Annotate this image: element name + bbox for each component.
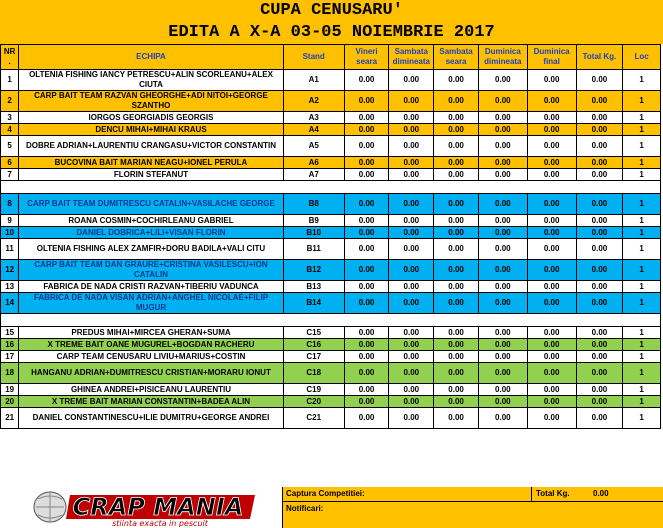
- row-team: HANGANU ADRIAN+DUMITRESCU CRISTIAN+MORARU IONUT: [19, 363, 283, 384]
- separator-cell: [1, 314, 661, 327]
- row-duminica-final: 0.00: [527, 396, 576, 408]
- row-loc: 1: [623, 281, 661, 293]
- row-vineri: 0.00: [344, 112, 389, 124]
- row-stand: C15: [283, 327, 344, 339]
- row-duminica-dimineata: 0.00: [478, 124, 527, 136]
- table-row: [1, 384, 661, 396]
- logo-tagline: stiinta exacta in pescuit: [112, 519, 208, 527]
- row-loc: 1: [623, 112, 661, 124]
- row-vineri: 0.00: [344, 260, 389, 281]
- row-stand: C16: [283, 339, 344, 351]
- row-team: DENCU MIHAI+MIHAI KRAUS: [19, 124, 283, 136]
- table-row: [1, 363, 661, 384]
- row-duminica-dimineata: 0.00: [478, 293, 527, 314]
- row-duminica-dimineata: 0.00: [478, 169, 527, 181]
- row-loc: 1: [623, 215, 661, 227]
- captura-row: [283, 487, 663, 502]
- row-duminica-dimineata: 0.00: [478, 239, 527, 260]
- row-duminica-dimineata: 0.00: [478, 327, 527, 339]
- row-total: 0.00: [576, 281, 623, 293]
- row-duminica-final: 0.00: [527, 157, 576, 169]
- row-stand: A4: [283, 124, 344, 136]
- table-row: [1, 281, 661, 293]
- row-vineri: 0.00: [344, 281, 389, 293]
- row-loc: 1: [623, 91, 661, 112]
- row-total: 0.00: [576, 260, 623, 281]
- row-nr: 2: [1, 91, 19, 112]
- table-row: [1, 112, 661, 124]
- row-team: ROANA COSMIN+COCHIRLEANU GABRIEL: [19, 215, 283, 227]
- row-total: 0.00: [576, 239, 623, 260]
- row-nr: 12: [1, 260, 19, 281]
- captura-label: Captura Competitiei:: [286, 489, 365, 498]
- row-sambata-dimineata: 0.00: [389, 293, 434, 314]
- row-duminica-final: 0.00: [527, 70, 576, 91]
- row-sambata-dimineata: 0.00: [389, 327, 434, 339]
- row-sambata-dimineata: 0.00: [389, 124, 434, 136]
- section-separator: [1, 314, 661, 327]
- row-duminica-final: 0.00: [527, 112, 576, 124]
- row-sambata-seara: 0.00: [434, 327, 479, 339]
- row-stand: A1: [283, 70, 344, 91]
- row-loc: 1: [623, 136, 661, 157]
- row-nr: 11: [1, 239, 19, 260]
- row-nr: 21: [1, 408, 19, 429]
- row-total: 0.00: [576, 136, 623, 157]
- header-echipa: ECHIPA: [19, 45, 283, 70]
- row-total: 0.00: [576, 351, 623, 363]
- row-total: 0.00: [576, 363, 623, 384]
- table-row: [1, 260, 661, 281]
- row-stand: B10: [283, 227, 344, 239]
- header-vineri: Vineri seara: [344, 45, 389, 70]
- row-duminica-dimineata: 0.00: [478, 112, 527, 124]
- header-sambata-seara: Sambata seara: [434, 45, 479, 70]
- table-row: [1, 157, 661, 169]
- row-vineri: 0.00: [344, 339, 389, 351]
- row-team: OLTENIA FISHING ALEX ZAMFIR+DORU BADILA+VALI CITU: [19, 239, 283, 260]
- row-sambata-seara: 0.00: [434, 70, 479, 91]
- row-nr: 8: [1, 194, 19, 215]
- row-sambata-dimineata: 0.00: [389, 260, 434, 281]
- header-total: Total Kg.: [576, 45, 623, 70]
- row-nr: 17: [1, 351, 19, 363]
- row-sambata-dimineata: 0.00: [389, 408, 434, 429]
- row-sambata-seara: 0.00: [434, 339, 479, 351]
- row-loc: 1: [623, 351, 661, 363]
- row-nr: 3: [1, 112, 19, 124]
- row-vineri: 0.00: [344, 227, 389, 239]
- row-sambata-seara: 0.00: [434, 281, 479, 293]
- row-duminica-final: 0.00: [527, 339, 576, 351]
- row-loc: 1: [623, 327, 661, 339]
- row-duminica-final: 0.00: [527, 408, 576, 429]
- row-team: PREDUS MIHAI+MIRCEA GHERAN+SUMA: [19, 327, 283, 339]
- row-sambata-seara: 0.00: [434, 136, 479, 157]
- row-duminica-final: 0.00: [527, 91, 576, 112]
- table-row: [1, 327, 661, 339]
- row-total: 0.00: [576, 227, 623, 239]
- row-stand: B9: [283, 215, 344, 227]
- row-total: 0.00: [576, 396, 623, 408]
- row-duminica-dimineata: 0.00: [478, 91, 527, 112]
- row-loc: 1: [623, 396, 661, 408]
- row-team: GHINEA ANDREI+PISICEANU LAURENTIU: [19, 384, 283, 396]
- row-sambata-dimineata: 0.00: [389, 91, 434, 112]
- row-duminica-dimineata: 0.00: [478, 384, 527, 396]
- row-duminica-final: 0.00: [527, 136, 576, 157]
- header-loc: Loc: [623, 45, 661, 70]
- row-duminica-dimineata: 0.00: [478, 194, 527, 215]
- row-stand: A5: [283, 136, 344, 157]
- edition-subtitle: EDITA A X-A 03-05 NOIEMBRIE 2017: [0, 22, 663, 44]
- table-row: [1, 293, 661, 314]
- row-duminica-dimineata: 0.00: [478, 136, 527, 157]
- row-team: FLORIN STEFANUT: [19, 169, 283, 181]
- row-vineri: 0.00: [344, 408, 389, 429]
- header-row: [1, 45, 661, 70]
- table-row: [1, 408, 661, 429]
- row-stand: B12: [283, 260, 344, 281]
- total-kg-label: Total Kg.: [531, 487, 570, 501]
- row-stand: A6: [283, 157, 344, 169]
- row-team: FABRICA DE NADA VISAN ADRIAN+ANGHEL NICOLAE+FILIP MUGUR: [19, 293, 283, 314]
- row-duminica-dimineata: 0.00: [478, 351, 527, 363]
- table-row: [1, 396, 661, 408]
- row-sambata-seara: 0.00: [434, 293, 479, 314]
- row-duminica-dimineata: 0.00: [478, 227, 527, 239]
- table-row: [1, 351, 661, 363]
- row-duminica-dimineata: 0.00: [478, 396, 527, 408]
- row-team: IORGOS GEORGIADIS GEORGIS: [19, 112, 283, 124]
- row-vineri: 0.00: [344, 351, 389, 363]
- row-duminica-final: 0.00: [527, 227, 576, 239]
- row-vineri: 0.00: [344, 157, 389, 169]
- row-stand: C17: [283, 351, 344, 363]
- row-loc: 1: [623, 239, 661, 260]
- row-stand: B14: [283, 293, 344, 314]
- row-stand: A3: [283, 112, 344, 124]
- header-sambata-dimineata: Sambata dimineata: [389, 45, 434, 70]
- row-total: 0.00: [576, 327, 623, 339]
- row-stand: B8: [283, 194, 344, 215]
- row-stand: C21: [283, 408, 344, 429]
- row-sambata-seara: 0.00: [434, 169, 479, 181]
- row-loc: 1: [623, 227, 661, 239]
- row-sambata-seara: 0.00: [434, 157, 479, 169]
- table-row: [1, 239, 661, 260]
- row-vineri: 0.00: [344, 363, 389, 384]
- row-sambata-seara: 0.00: [434, 239, 479, 260]
- table-row: [1, 70, 661, 91]
- table-row: [1, 194, 661, 215]
- row-duminica-dimineata: 0.00: [478, 70, 527, 91]
- row-duminica-final: 0.00: [527, 384, 576, 396]
- row-nr: 5: [1, 136, 19, 157]
- row-vineri: 0.00: [344, 396, 389, 408]
- row-stand: A2: [283, 91, 344, 112]
- row-team: CARP BAIT TEAM RAZVAN GHEORGHE+ADI NITOI+GEORGE SZANTHO: [19, 91, 283, 112]
- row-sambata-dimineata: 0.00: [389, 227, 434, 239]
- section-separator: [1, 181, 661, 194]
- row-stand: C18: [283, 363, 344, 384]
- row-sambata-seara: 0.00: [434, 194, 479, 215]
- row-sambata-dimineata: 0.00: [389, 384, 434, 396]
- table-row: [1, 136, 661, 157]
- row-duminica-dimineata: 0.00: [478, 339, 527, 351]
- row-total: 0.00: [576, 157, 623, 169]
- row-sambata-seara: 0.00: [434, 124, 479, 136]
- row-sambata-seara: 0.00: [434, 384, 479, 396]
- row-vineri: 0.00: [344, 239, 389, 260]
- row-sambata-dimineata: 0.00: [389, 136, 434, 157]
- footer: [0, 487, 663, 528]
- row-stand: C20: [283, 396, 344, 408]
- header-duminica-dimineata: Duminica dimineata: [478, 45, 527, 70]
- row-loc: 1: [623, 293, 661, 314]
- row-vineri: 0.00: [344, 194, 389, 215]
- row-loc: 1: [623, 339, 661, 351]
- row-sambata-seara: 0.00: [434, 363, 479, 384]
- row-duminica-final: 0.00: [527, 327, 576, 339]
- competition-title: CUPA CENUSARU': [0, 0, 663, 22]
- row-team: FABRICA DE NADA CRISTI RAZVAN+TIBERIU VADUNCA: [19, 281, 283, 293]
- row-sambata-dimineata: 0.00: [389, 194, 434, 215]
- row-duminica-final: 0.00: [527, 351, 576, 363]
- row-duminica-dimineata: 0.00: [478, 408, 527, 429]
- row-sambata-dimineata: 0.00: [389, 363, 434, 384]
- logo-text: CRAP MANIA: [72, 493, 244, 521]
- row-duminica-dimineata: 0.00: [478, 215, 527, 227]
- row-duminica-dimineata: 0.00: [478, 157, 527, 169]
- row-nr: 15: [1, 327, 19, 339]
- row-nr: 16: [1, 339, 19, 351]
- row-loc: 1: [623, 408, 661, 429]
- header-nr: NR .: [1, 45, 19, 70]
- row-sambata-dimineata: 0.00: [389, 281, 434, 293]
- row-nr: 13: [1, 281, 19, 293]
- row-team: CARP BAIT TEAM DAN GRAURE+CRISTINA VASILESCU+ION CATALIN: [19, 260, 283, 281]
- row-team: CARP TEAM CENUSARU LIVIU+MARIUS+COSTIN: [19, 351, 283, 363]
- row-sambata-seara: 0.00: [434, 112, 479, 124]
- row-sambata-seara: 0.00: [434, 396, 479, 408]
- row-stand: B13: [283, 281, 344, 293]
- row-stand: A7: [283, 169, 344, 181]
- row-team: DANIEL DOBRICA+LILI+VISAN FLORIN: [19, 227, 283, 239]
- row-sambata-seara: 0.00: [434, 227, 479, 239]
- row-loc: 1: [623, 363, 661, 384]
- row-loc: 1: [623, 260, 661, 281]
- row-vineri: 0.00: [344, 215, 389, 227]
- header-stand: Stand: [283, 45, 344, 70]
- row-duminica-final: 0.00: [527, 215, 576, 227]
- crap-mania-logo: [0, 487, 283, 528]
- row-duminica-final: 0.00: [527, 194, 576, 215]
- row-duminica-final: 0.00: [527, 260, 576, 281]
- row-sambata-seara: 0.00: [434, 91, 479, 112]
- row-nr: 19: [1, 384, 19, 396]
- row-sambata-seara: 0.00: [434, 260, 479, 281]
- row-total: 0.00: [576, 91, 623, 112]
- table-row: [1, 91, 661, 112]
- row-sambata-dimineata: 0.00: [389, 215, 434, 227]
- row-sambata-dimineata: 0.00: [389, 239, 434, 260]
- row-total: 0.00: [576, 215, 623, 227]
- row-vineri: 0.00: [344, 91, 389, 112]
- notificari-row: [283, 502, 663, 528]
- row-loc: 1: [623, 70, 661, 91]
- row-duminica-final: 0.00: [527, 281, 576, 293]
- row-duminica-final: 0.00: [527, 124, 576, 136]
- row-total: 0.00: [576, 169, 623, 181]
- header-duminica-final: Duminica final: [527, 45, 576, 70]
- row-nr: 6: [1, 157, 19, 169]
- row-duminica-final: 0.00: [527, 169, 576, 181]
- row-stand: C19: [283, 384, 344, 396]
- row-duminica-dimineata: 0.00: [478, 260, 527, 281]
- table-row: [1, 227, 661, 239]
- row-duminica-final: 0.00: [527, 239, 576, 260]
- row-sambata-dimineata: 0.00: [389, 70, 434, 91]
- row-nr: 9: [1, 215, 19, 227]
- row-team: DANIEL CONSTANTINESCU+ILIE DUMITRU+GEORGE ANDREI: [19, 408, 283, 429]
- row-duminica-dimineata: 0.00: [478, 363, 527, 384]
- row-loc: 1: [623, 124, 661, 136]
- row-total: 0.00: [576, 408, 623, 429]
- row-sambata-dimineata: 0.00: [389, 396, 434, 408]
- row-team: DOBRE ADRIAN+LAURENTIU CRANGASU+VICTOR CONSTANTIN: [19, 136, 283, 157]
- row-nr: 7: [1, 169, 19, 181]
- row-duminica-final: 0.00: [527, 293, 576, 314]
- row-total: 0.00: [576, 112, 623, 124]
- row-sambata-dimineata: 0.00: [389, 157, 434, 169]
- row-nr: 10: [1, 227, 19, 239]
- results-table: [0, 44, 661, 429]
- row-vineri: 0.00: [344, 293, 389, 314]
- total-kg-value: 0.00: [593, 489, 609, 498]
- row-vineri: 0.00: [344, 136, 389, 157]
- row-stand: B11: [283, 239, 344, 260]
- row-loc: 1: [623, 157, 661, 169]
- table-row: [1, 339, 661, 351]
- row-vineri: 0.00: [344, 327, 389, 339]
- row-team: OLTENIA FISHING IANCY PETRESCU+ALIN SCORLEANU+ALEX CIUTA: [19, 70, 283, 91]
- row-loc: 1: [623, 194, 661, 215]
- row-sambata-seara: 0.00: [434, 408, 479, 429]
- logo-icon: [30, 489, 260, 527]
- row-loc: 1: [623, 384, 661, 396]
- row-team: X TREME BAIT MARIAN CONSTANTIN+BADEA ALIN: [19, 396, 283, 408]
- row-total: 0.00: [576, 194, 623, 215]
- table-row: [1, 215, 661, 227]
- row-duminica-final: 0.00: [527, 363, 576, 384]
- row-nr: 14: [1, 293, 19, 314]
- row-loc: 1: [623, 169, 661, 181]
- row-sambata-seara: 0.00: [434, 351, 479, 363]
- row-total: 0.00: [576, 339, 623, 351]
- separator-cell: [1, 181, 661, 194]
- row-sambata-seara: 0.00: [434, 215, 479, 227]
- row-sambata-dimineata: 0.00: [389, 339, 434, 351]
- table-row: [1, 124, 661, 136]
- row-total: 0.00: [576, 70, 623, 91]
- row-vineri: 0.00: [344, 384, 389, 396]
- row-vineri: 0.00: [344, 70, 389, 91]
- row-vineri: 0.00: [344, 169, 389, 181]
- notificari-label: Notificari:: [286, 504, 324, 513]
- table-row: [1, 169, 661, 181]
- row-nr: 4: [1, 124, 19, 136]
- row-team: X TREME BAIT OANE MUGUREL+BOGDAN RACHERU: [19, 339, 283, 351]
- row-total: 0.00: [576, 293, 623, 314]
- row-sambata-dimineata: 0.00: [389, 169, 434, 181]
- row-nr: 18: [1, 363, 19, 384]
- row-sambata-dimineata: 0.00: [389, 112, 434, 124]
- row-nr: 1: [1, 70, 19, 91]
- row-nr: 20: [1, 396, 19, 408]
- row-duminica-dimineata: 0.00: [478, 281, 527, 293]
- row-sambata-dimineata: 0.00: [389, 351, 434, 363]
- row-total: 0.00: [576, 384, 623, 396]
- row-team: CARP BAIT TEAM DUMITRESCU CATALIN+VASILACHE GEORGE: [19, 194, 283, 215]
- row-total: 0.00: [576, 124, 623, 136]
- row-team: BUCOVINA BAIT MARIAN NEAGU+IONEL PERULA: [19, 157, 283, 169]
- row-vineri: 0.00: [344, 124, 389, 136]
